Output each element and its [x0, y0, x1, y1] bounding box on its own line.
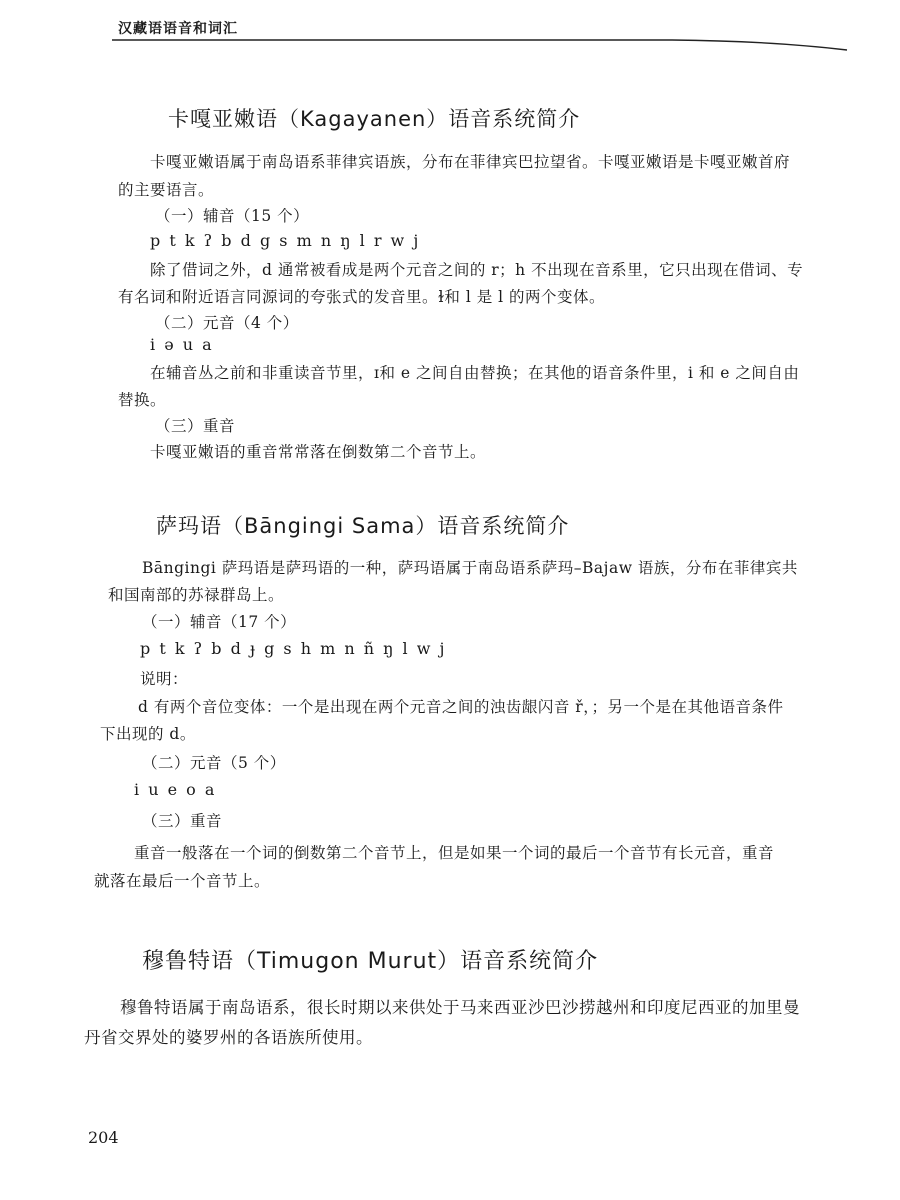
sama-vowel-inventory: i u e o a [134, 780, 217, 799]
kagayanen-vowel-note-line-1: 在辅音丛之前和非重读音节里，ɪ和 e 之间自由替换；在其他的语音条件里，i 和 e 之间自由 [150, 364, 800, 382]
sama-stress-note-line-2: 就落在最后一个音节上。 [94, 872, 271, 890]
kagayanen-intro-line-2: 的主要语言。 [118, 181, 215, 199]
sama-vowel-title: （二）元音（5 个） [142, 754, 286, 772]
sama-consonant-note-line-2: 下出现的 d。 [100, 725, 196, 743]
sama-consonant-title: （一）辅音（17 个） [142, 613, 297, 631]
kagayanen-consonant-title: （一）辅音（15 个） [155, 207, 310, 225]
section-heading-bangingi-sama: 萨玛语（Bāngingi Sama）语音系统简介 [156, 514, 570, 538]
sama-consonant-note-line-1: d 有两个音位变体：一个是出现在两个元音之间的浊齿龈闪音 ř，；另一个是在其他语音条件 [138, 698, 784, 716]
section-heading-kagayanen: 卡嘎亚嫩语（Kagayanen）语音系统简介 [168, 107, 581, 131]
sama-intro-line-2: 和国南部的苏禄群岛上。 [108, 586, 285, 604]
sama-explain-label: 说明： [140, 670, 189, 688]
kagayanen-vowel-note-line-2: 替换。 [118, 391, 167, 409]
kagayanen-stress-note: 卡嘎亚嫩语的重音常常落在倒数第二个音节上。 [150, 443, 487, 461]
page-number: 204 [88, 1128, 119, 1147]
sama-stress-title: （三）重音 [142, 812, 223, 830]
sama-consonant-inventory: p t k ʔ b d ɟ g s h m n ñ ŋ l w j [140, 639, 447, 658]
kagayanen-vowel-title: （二）元音（4 个） [155, 314, 299, 332]
sama-stress-note-line-1: 重音一般落在一个词的倒数第二个音节上，但是如果一个词的最后一个音节有长元音，重音 [134, 844, 775, 862]
kagayanen-consonant-note-line-1: 除了借词之外，d 通常被看成是两个元音之间的 r；h 不出现在音系里，它只出现在借词、专 [150, 261, 804, 279]
sama-intro-line-1: Bāngingi 萨玛语是萨玛语的一种，萨玛语属于南岛语系萨玛–Bajaw 语族，分布在菲律宾共 [142, 559, 798, 577]
running-head: 汉藏语语音和词汇 [118, 21, 238, 37]
section-heading-timugon-murut: 穆鲁特语（Timugon Murut）语音系统简介 [142, 949, 599, 974]
murut-intro-line-1: 穆鲁特语属于南岛语系，很长时期以来供处于马来西亚沙巴沙捞越州和印度尼西亚的加里曼 [120, 998, 800, 1017]
kagayanen-intro-line-1: 卡嘎亚嫩语属于南岛语系菲律宾语族，分布在菲律宾巴拉望省。卡嘎亚嫩语是卡嘎亚嫩首府 [150, 153, 791, 171]
murut-intro-line-2: 丹省交界处的婆罗州的各语族所使用。 [84, 1028, 373, 1047]
kagayanen-vowel-inventory: i ə u a [150, 335, 214, 354]
header-rule [112, 36, 852, 52]
kagayanen-consonant-note-line-2: 有名词和附近语言同源词的夸张式的发音里。ɫ和 l 是 l 的两个变体。 [118, 288, 606, 306]
kagayanen-stress-title: （三）重音 [155, 417, 236, 435]
kagayanen-consonant-inventory: p t k ʔ b d g s m n ŋ l r w j [150, 231, 421, 250]
